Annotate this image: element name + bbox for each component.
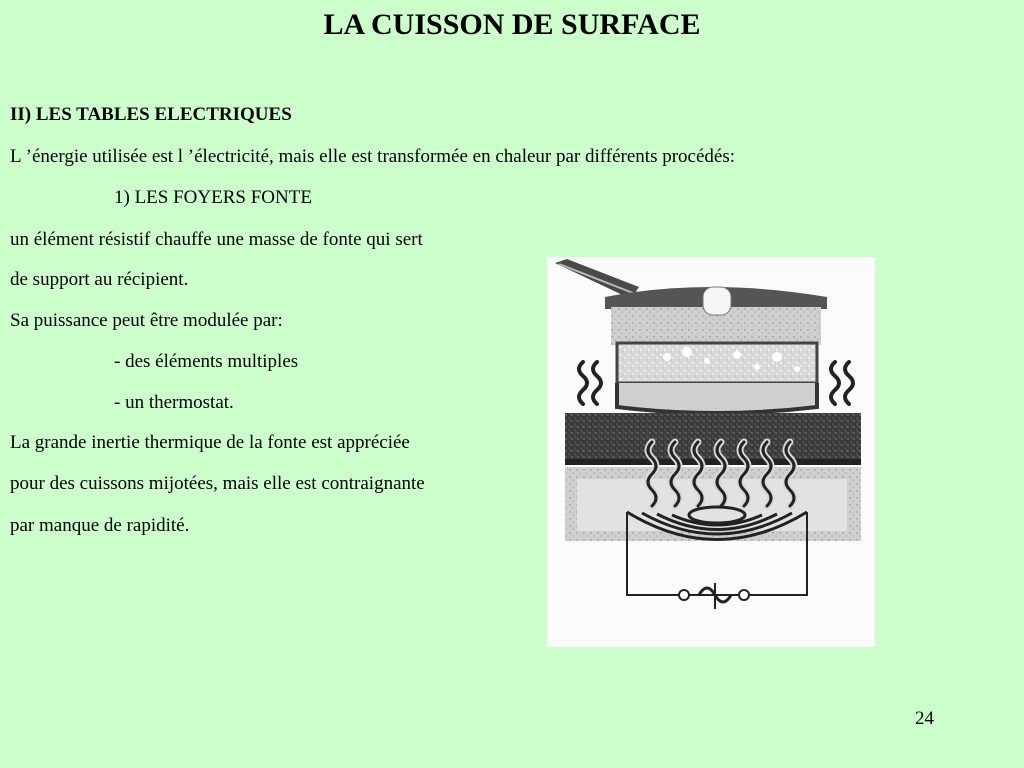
bullet-line: - des éléments multiples (114, 351, 299, 372)
page-title: LA CUISSON DE SURFACE (323, 8, 701, 41)
page-number: 24 (915, 708, 934, 729)
body-line: La grande inertie thermique de la fonte est appréciée (10, 432, 410, 453)
body-line: pour des cuissons mijotées, mais elle est contraignante (10, 473, 425, 494)
body-line: par manque de rapidité. (10, 515, 190, 536)
ac-power-symbol-icon (679, 583, 749, 609)
bullet-line: - un thermostat. (114, 392, 234, 413)
hotplate-illustration (547, 257, 875, 647)
pan (605, 287, 827, 413)
section-heading: II) LES TABLES ELECTRIQUES (10, 104, 292, 125)
body-line: de support au récipient. (10, 269, 189, 290)
pan-handle (555, 259, 639, 299)
body-line: Sa puissance peut être modulée par: (10, 310, 283, 331)
intro-text: L ’énergie utilisée est l ’électricité, mais elle est transformée en chaleur par différents procédés: (10, 146, 736, 167)
subheading: 1) LES FOYERS FONTE (114, 187, 312, 208)
body-line: un élément résistif chauffe une masse de fonte qui sert (10, 229, 423, 250)
